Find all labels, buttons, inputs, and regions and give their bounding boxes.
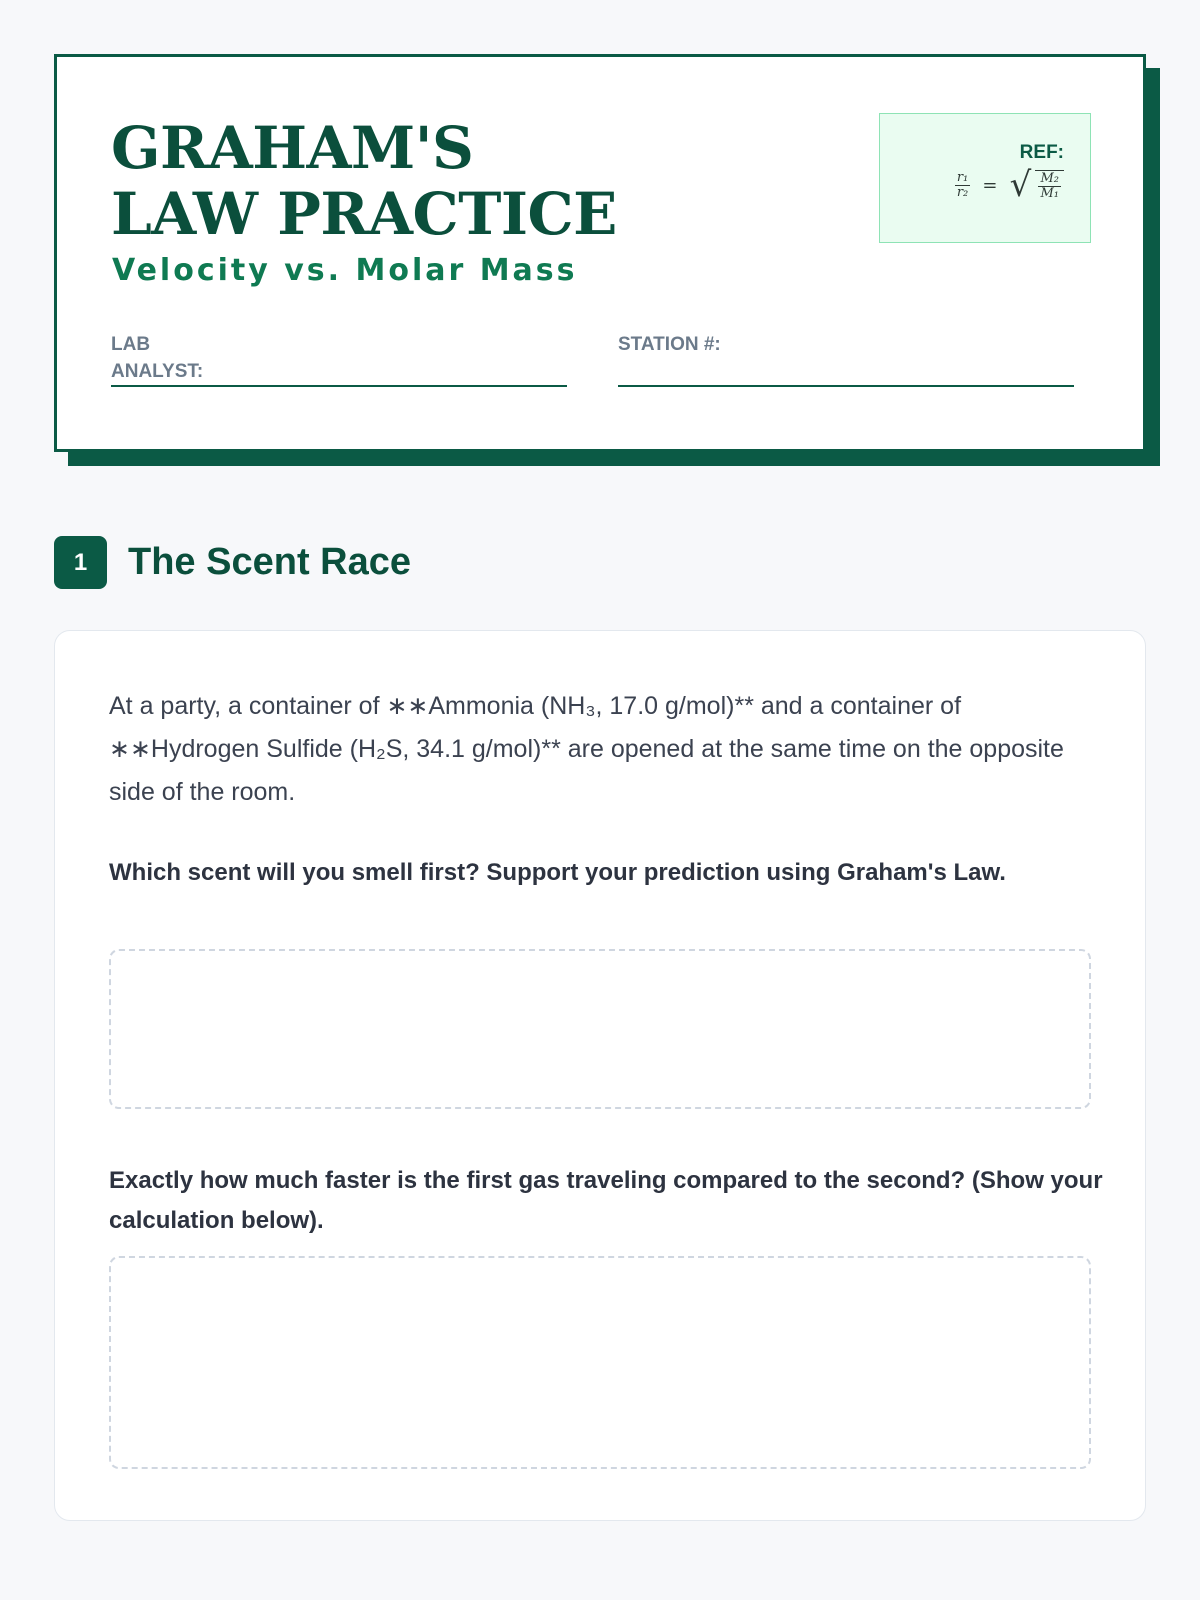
equals-sign: = (982, 174, 998, 196)
question-card (54, 630, 1146, 1521)
reference-formula-box (879, 113, 1091, 243)
grahams-law-formula (955, 165, 1064, 205)
answer-box-2[interactable] (109, 1256, 1091, 1469)
answer-box-1[interactable] (109, 949, 1091, 1109)
mass-ratio (1035, 170, 1064, 201)
section-title: The Scent Race (128, 541, 411, 583)
rate-1: r₁ (956, 169, 969, 185)
reference-label: REF: (1019, 142, 1064, 163)
molar-mass-2: M₂ (1040, 170, 1059, 186)
mass-ratio-fraction (1038, 172, 1061, 201)
station-number-field[interactable] (618, 331, 1074, 387)
square-root-icon: √ (1009, 165, 1032, 205)
lab-analyst-field[interactable] (111, 331, 567, 387)
section-number-badge: 1 (54, 536, 107, 589)
page-subtitle: Velocity vs. Molar Mass (112, 253, 578, 288)
question-prompt-1: Which scent will you smell first? Support your prediction using Graham's Law. (109, 859, 1006, 886)
rate-ratio (955, 171, 970, 200)
rate-2: r₂ (956, 184, 969, 200)
station-number-label: STATION #: (618, 334, 721, 355)
problem-statement: At a party, a container of ∗∗Ammonia (NH₃, 17.0 g/mol)** and a container of ∗∗Hydrogen Sulfide (H₂S, 34.1 g/mol)** are opened at the same time on the opposite side of the room. (109, 692, 1064, 806)
question-prompt-2: Exactly how much faster is the first gas traveling compared to the second? (Show your calculation below). (109, 1167, 1103, 1234)
worksheet-header (54, 54, 1146, 452)
lab-analyst-label: LAB ANALYST: (111, 334, 204, 382)
page-title: GRAHAM'S LAW PRACTICE (111, 114, 617, 248)
molar-mass-1: M₁ (1040, 185, 1059, 201)
